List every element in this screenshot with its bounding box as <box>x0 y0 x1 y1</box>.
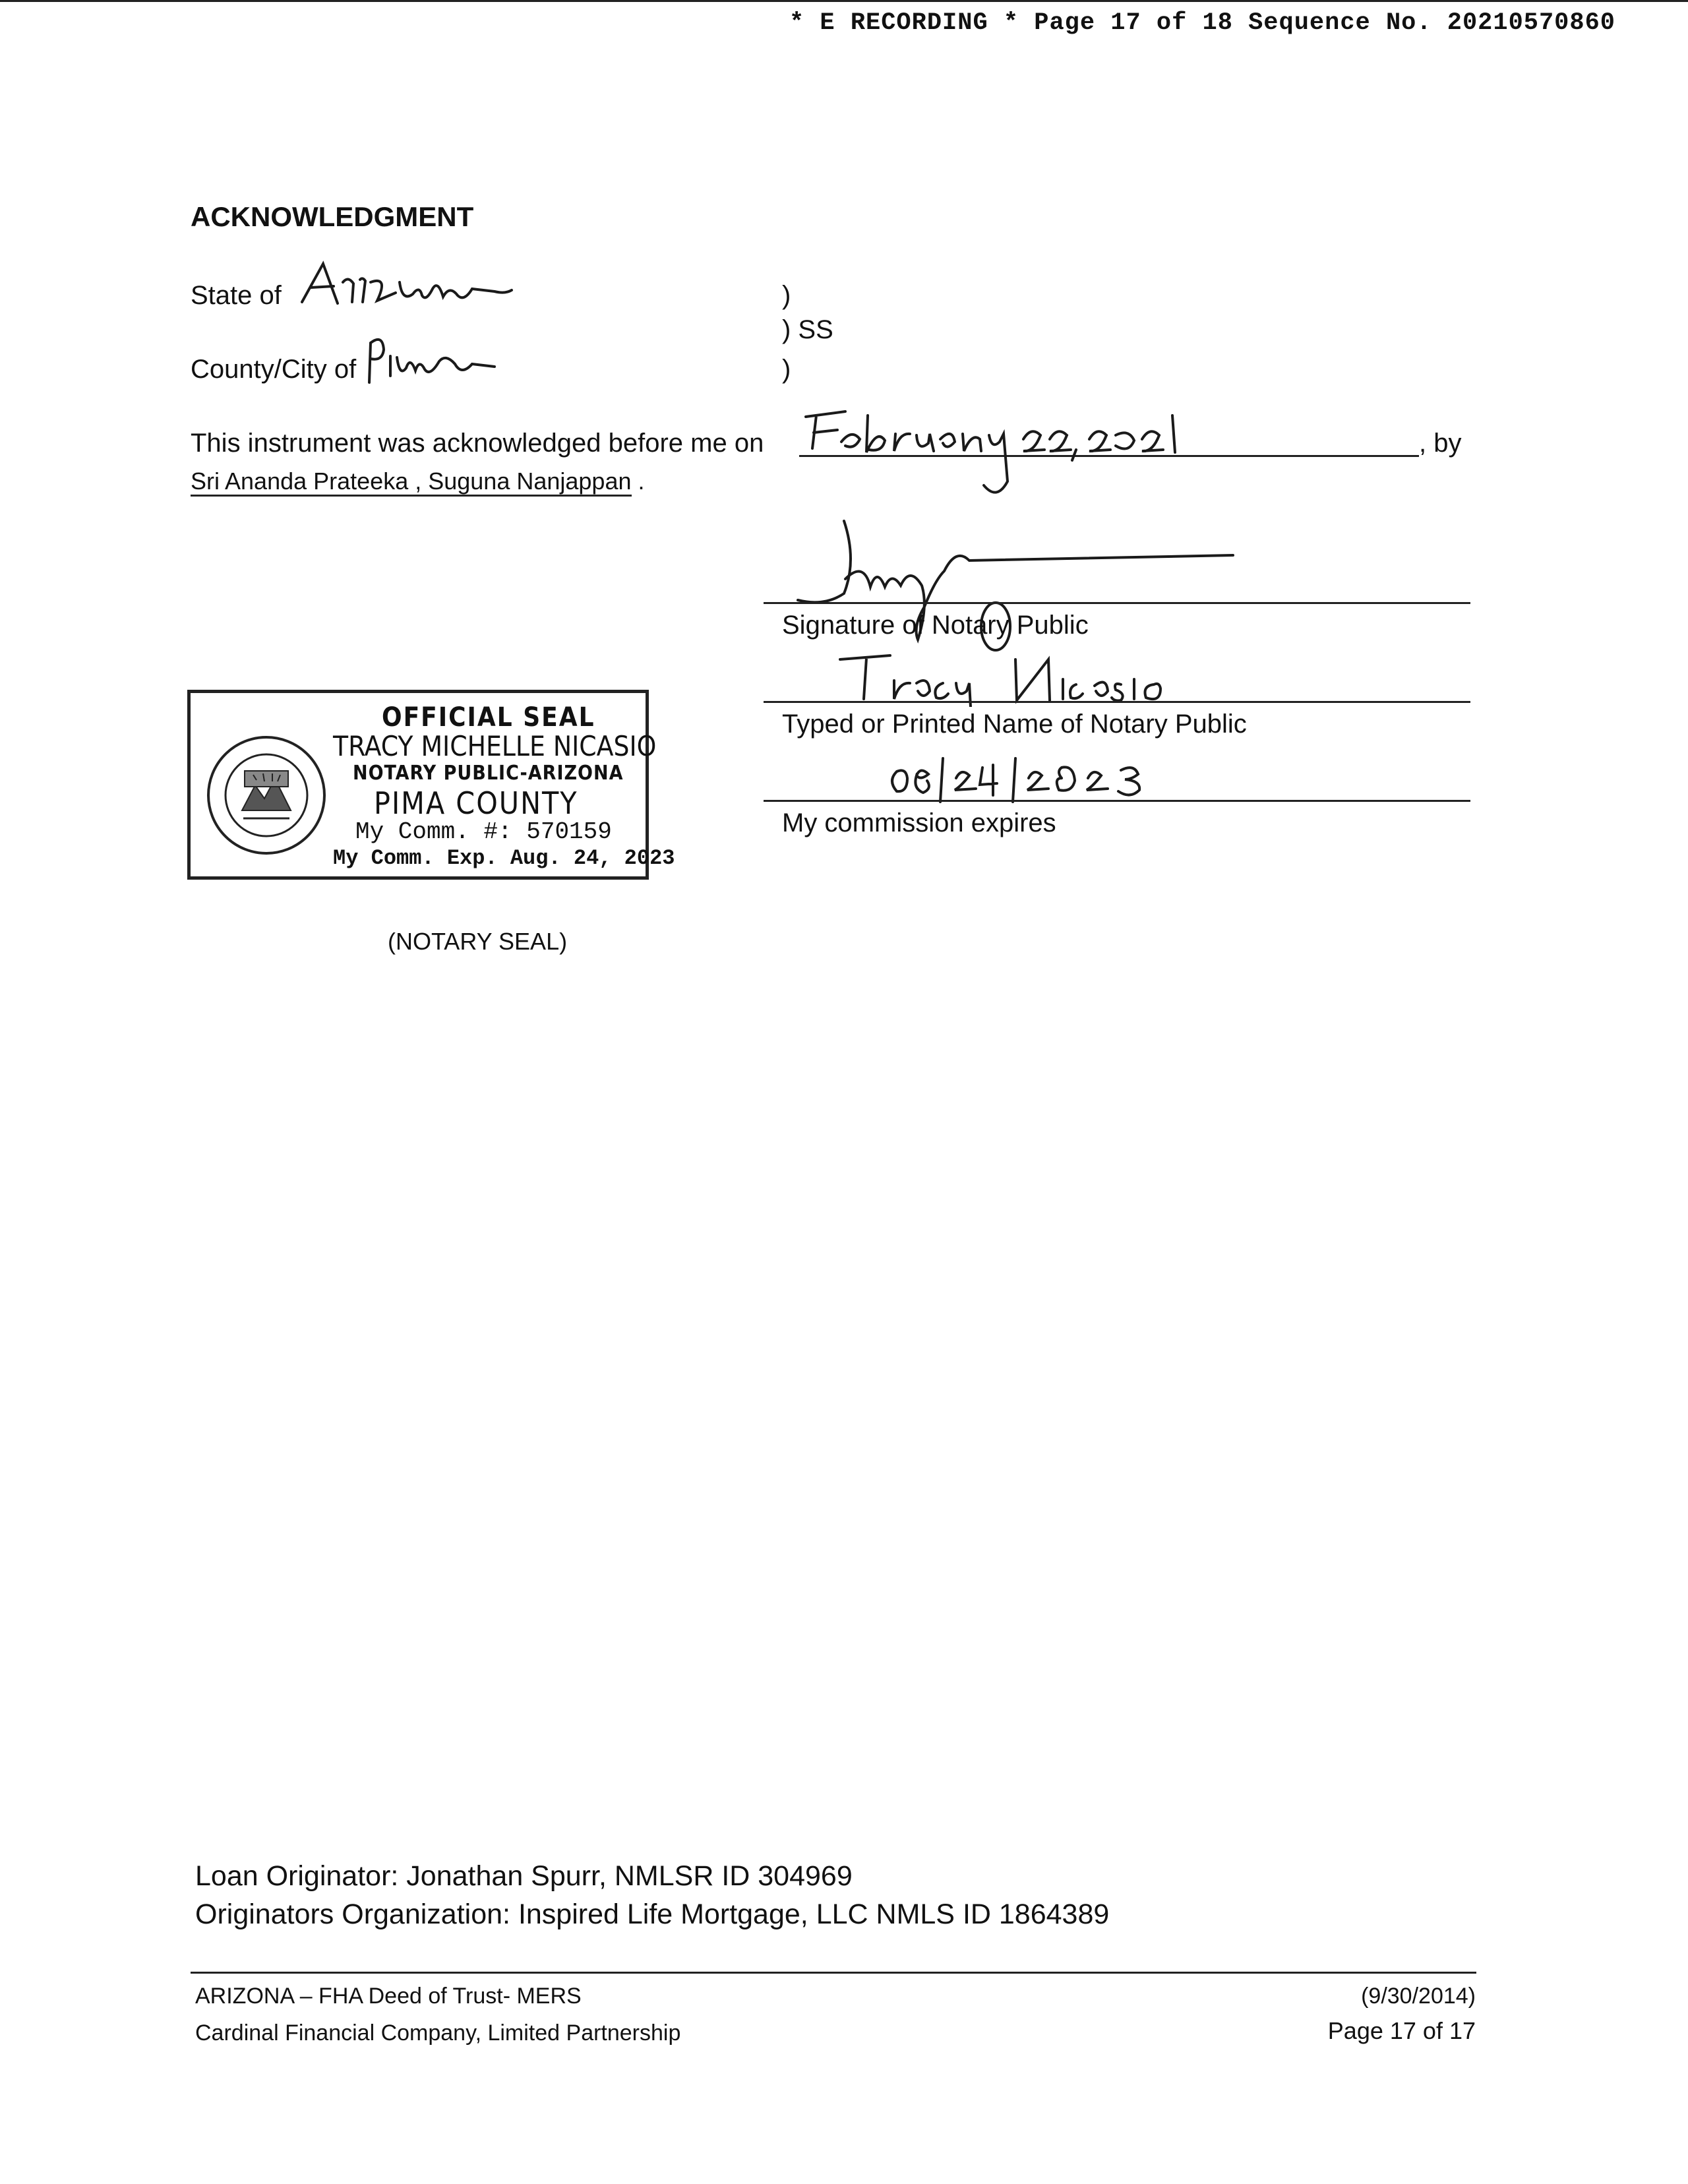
signers-line <box>191 470 645 493</box>
notary-seal-caption: (NOTARY SEAL) <box>388 928 568 955</box>
printed-name-handwriting <box>831 648 1226 707</box>
notary-signature <box>771 508 1246 669</box>
paren-close: ) <box>782 355 791 384</box>
signature-label: Signature of Notary Public <box>782 611 1089 640</box>
footer-page-number: Page 17 of 17 <box>1327 2017 1476 2044</box>
commission-label: My commission expires <box>782 808 1056 837</box>
recording-stamp: * E RECORDING * Page 17 of 18 Sequence No. 20210570860 <box>789 9 1615 37</box>
commission-date-handwriting <box>884 752 1174 804</box>
footer-form-date: (9/30/2014) <box>1361 1984 1476 2009</box>
seal-notary-public: NOTARY PUBLIC-ARIZONA <box>353 762 624 785</box>
top-border-line <box>0 0 1688 2</box>
instrument-text: This instrument was acknowledged before me on <box>191 429 764 458</box>
seal-notary-name: TRACY MICHELLE NICASIO <box>333 730 657 762</box>
signers-period: . <box>638 468 645 495</box>
by-text: , by <box>1419 429 1462 458</box>
printed-name-line <box>764 701 1470 703</box>
county-label: County/City of <box>191 355 357 384</box>
originator-organization: Originators Organization: Inspired Life Mortgage, LLC NMLS ID 1864389 <box>195 1898 1110 1930</box>
loan-originator: Loan Originator: Jonathan Spurr, NMLSR ID 304969 <box>195 1860 853 1892</box>
state-handwritten-value <box>297 256 514 327</box>
date-handwritten-value <box>799 402 1300 504</box>
arizona-seal-emblem <box>204 733 329 858</box>
paren-open: ) <box>782 281 791 310</box>
page-title: ACKNOWLEDGMENT <box>191 201 474 232</box>
county-handwritten-value <box>356 330 501 392</box>
seal-title: OFFICIAL SEAL <box>382 702 595 733</box>
footer-company: Cardinal Financial Company, Limited Partnership <box>195 2020 681 2046</box>
seal-commission-number: My Comm. #: 570159 <box>355 818 612 845</box>
official-seal-stamp <box>187 690 675 880</box>
footer-rule <box>191 1972 1476 1974</box>
printed-name-label: Typed or Printed Name of Notary Public <box>782 710 1247 739</box>
signers-names: Sri Ananda Prateeka , Suguna Nanjappan <box>191 468 632 497</box>
paren-ss: ) SS <box>782 315 833 344</box>
state-handwriting <box>297 256 514 315</box>
signature-line <box>764 602 1470 604</box>
seal-county: PIMA COUNTY <box>374 785 578 821</box>
commission-line <box>764 800 1470 802</box>
seal-commission-expiration: My Comm. Exp. Aug. 24, 2023 <box>333 846 675 870</box>
state-label: State of <box>191 281 282 310</box>
date-handwriting <box>799 402 1300 501</box>
county-handwriting <box>356 330 501 389</box>
arizona-state-seal-icon <box>204 733 329 861</box>
notary-signature-handwriting <box>771 508 1246 666</box>
footer-form-name: ARIZONA – FHA Deed of Trust- MERS <box>195 1984 582 2009</box>
